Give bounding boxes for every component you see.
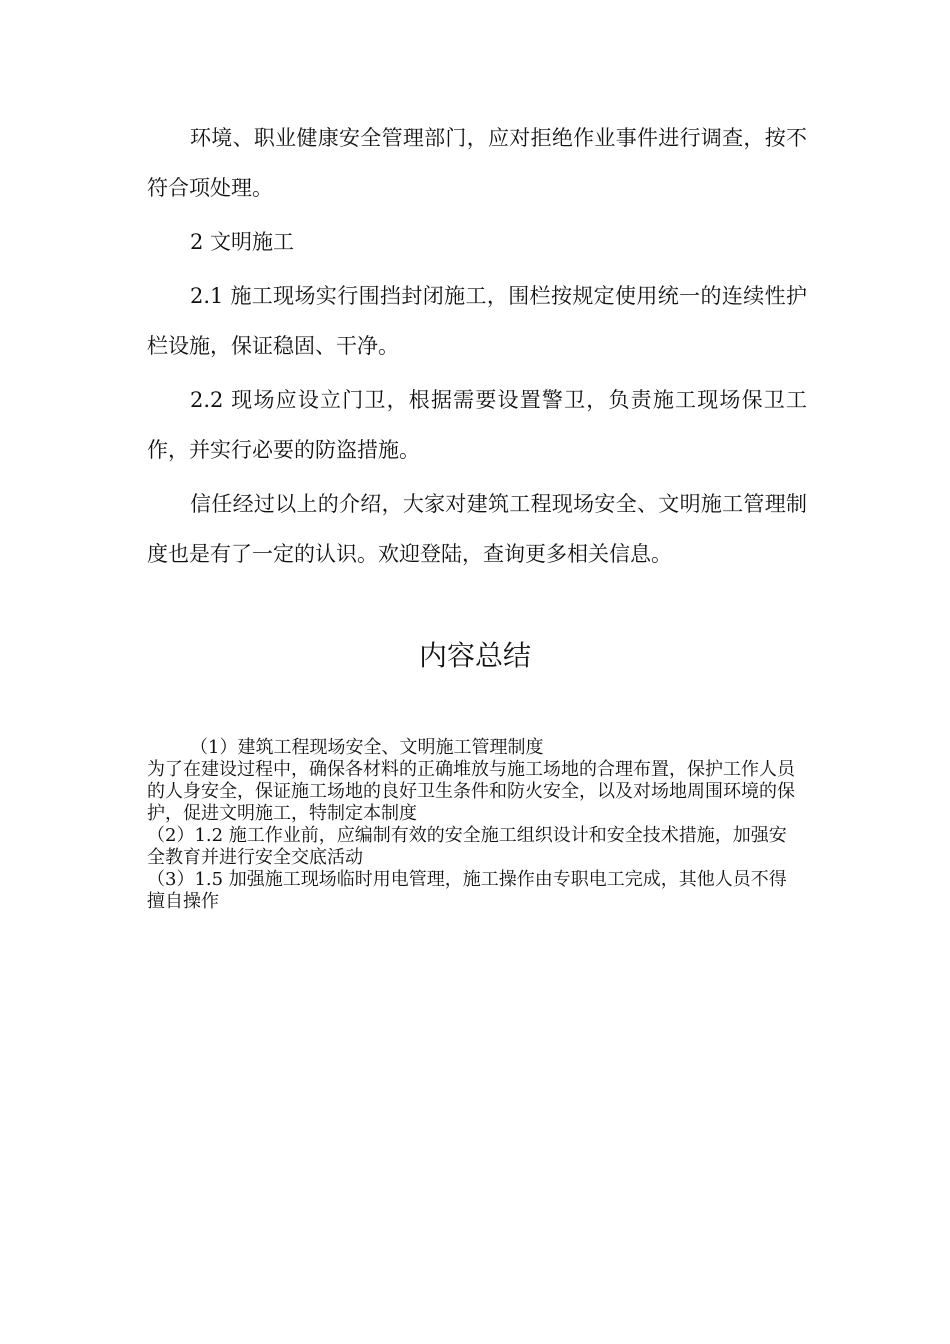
summary-item-3: （3）1.5 加强施工现场临时用电管理，施工操作由专职电工完成，其他人员不得擅自操作 xyxy=(147,869,787,912)
summary-item-1-heading: （1）建筑工程现场安全、文明施工管理制度 xyxy=(190,737,544,758)
section-heading-civilized-construction: 2 文明施工 xyxy=(190,230,295,254)
summary-title: 内容总结 xyxy=(418,639,531,672)
paragraph-enclosure: 2.1 施工现场实行围挡封闭施工，围栏按规定使用统一的连续性护栏设施，保证稳固、干净。 xyxy=(147,284,807,358)
summary-item-1-body: 为了在建设过程中，确保各材料的正确堆放与施工场地的合理布置，保护工作人员的人身安全，保证施工场地的良好卫生条件和防火安全，以及对场地周围环境的保护，促进文明施工，特制定本制度 xyxy=(147,759,795,824)
summary-block xyxy=(147,737,797,913)
document-body xyxy=(147,113,807,579)
paragraph-security-guard: 2.2 现场应设立门卫，根据需要设置警卫，负责施工现场保卫工作，并实行必要的防盗措施。 xyxy=(147,388,807,462)
summary-item-2: （2）1.2 施工作业前，应编制有效的安全施工组织设计和安全技术措施，加强安全教育并进行安全交底活动 xyxy=(147,825,787,868)
paragraph-closing-note: 信任经过以上的介绍，大家对建筑工程现场安全、文明施工管理制度也是有了一定的认识。欢迎登陆，查询更多相关信息。 xyxy=(147,492,807,566)
paragraph-incident-investigation: 环境、职业健康安全管理部门，应对拒绝作业事件进行调查，按不符合项处理。 xyxy=(147,126,807,200)
